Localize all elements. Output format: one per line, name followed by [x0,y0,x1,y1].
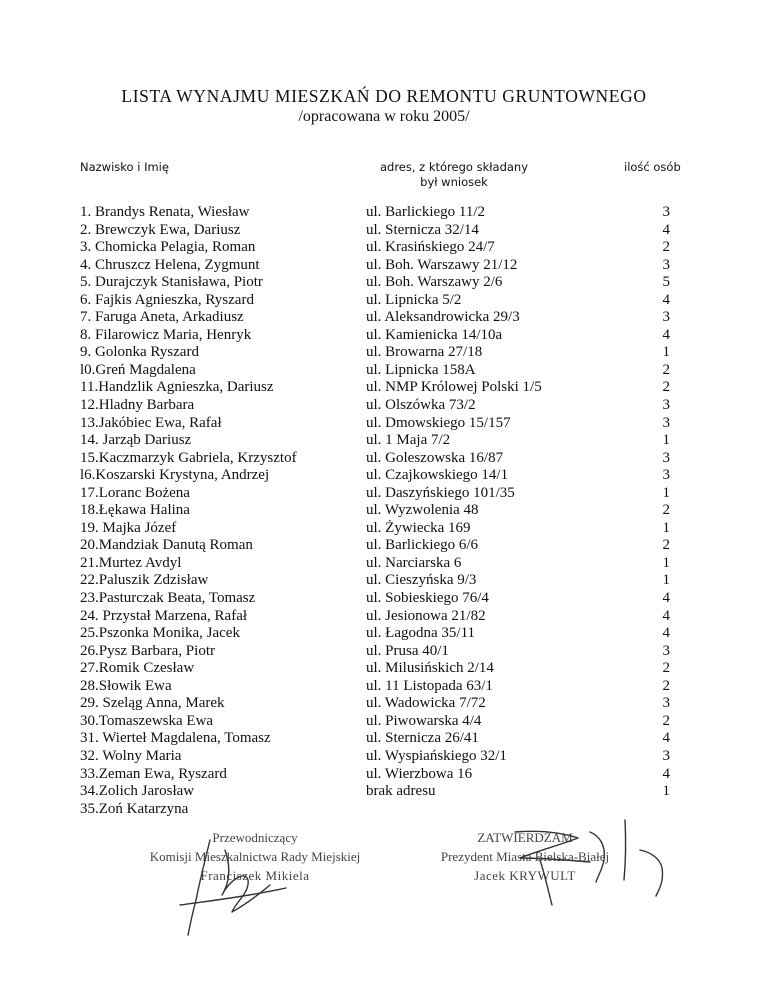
tenant-count: 1 [662,783,670,800]
tenant-address: ul. Prusa 40/1 [366,642,449,659]
tenant-count: 3 [662,204,670,220]
tenant-name: 5. Durajczyk Stanisława, Piotr [80,274,263,291]
tenant-count: 4 [662,607,670,624]
tenant-address: brak adresu [366,783,436,800]
tenant-address: ul. Milusińskich 2/14 [366,660,494,677]
tenant-address: ul. Olszówka 73/2 [366,397,476,414]
tenant-address: ul. Barlickiego 6/6 [366,537,479,554]
tenant-address: ul. Dmowskiego 15/157 [366,414,511,431]
signature-left-role: Przewodniczący [212,830,298,845]
tenant-name: 17.Loranc Bożena [80,484,190,501]
tenant-address: ul. Narciarska 6 [366,554,462,571]
tenant-name: 20.Mandziak Danutą Roman [80,537,253,554]
tenant-count: 3 [662,256,670,273]
signature-left-stroke-3 [180,888,286,905]
tenant-address: ul. Żywiecka 169 [366,519,471,536]
tenant-address: ul. Łagodna 35/11 [366,625,476,642]
tenant-count: 2 [662,361,670,378]
tenant-name: 6. Fajkis Agnieszka, Ryszard [80,291,254,308]
tenant-address: ul. 1 Maja 7/2 [366,432,451,449]
tenant-address: ul. 11 Listopada 63/1 [366,677,493,694]
tenant-name: l0.Greń Magdalena [80,361,196,378]
tenant-address: ul. Sternicza 26/41 [366,730,479,747]
signature-left-body: Komisji Mieszkalnictwa Rady Miejskiej [149,849,361,864]
tenant-address: ul. Aleksandrowicka 29/3 [366,309,520,326]
tenant-name: 29. Szeląg Anna, Marek [80,695,225,712]
column-header-address-line1: adres, z którego składany [379,160,529,174]
signature-right-stroke-1 [515,831,590,862]
tenant-count: 2 [662,379,670,396]
column-header-address-line2: był wniosek [420,175,488,189]
tenant-name: 1. Brandys Renata, Wiesław [80,204,250,220]
tenant-count: 2 [662,537,670,554]
tenant-name: l6.Koszarski Krystyna, Andrzej [80,467,270,484]
tenant-name: 30.Tomaszewska Ewa [80,712,214,729]
tenant-name: 34.Zolich Jarosław [80,783,195,800]
column-header-name: Nazwisko i Imię [80,160,169,174]
tenant-name: 13.Jakóbiec Ewa, Rafał [80,414,222,431]
tenant-count: 1 [662,344,670,361]
tenant-name: 35.Zoń Katarzyna [80,800,189,817]
tenant-name: 18.Łękawa Halina [80,502,190,519]
tenant-address: ul. Goleszowska 16/87 [366,449,504,466]
tenant-count: 4 [662,730,670,747]
tenant-address: ul. Cieszyńska 9/3 [366,572,477,589]
signature-left-stroke-1 [188,840,210,935]
tenant-name: 28.Słowik Ewa [80,677,172,694]
tenant-name: 2. Brewczyk Ewa, Dariusz [80,221,241,238]
document-subtitle: /opracowana w roku 2005/ [298,108,470,125]
tenant-name: 9. Golonka Ryszard [80,344,199,361]
tenant-address: ul. Wadowicka 7/72 [366,695,486,712]
tenant-address: ul. Boh. Warszawy 2/6 [366,274,503,291]
column-header-count: ilość osób [624,160,681,174]
signature-left-stroke-2 [222,850,270,912]
tenant-name: 21.Murtez Avdyl [80,554,182,571]
tenant-name: 22.Paluszik Zdzisław [80,572,209,589]
tenant-name: 31. Wierteł Magdalena, Tomasz [80,730,271,747]
tenant-address: ul. Jesionowa 21/82 [366,607,486,624]
tenant-name: 33.Zeman Ewa, Ryszard [80,765,227,782]
tenant-address: ul. Lipnicka 158A [366,361,476,378]
tenant-name: 12.Hladny Barbara [80,397,195,414]
tenant-address: ul. Wyspiańskiego 32/1 [366,747,507,764]
tenant-name: 7. Faruga Aneta, Arkadiusz [80,309,244,326]
tenant-count: 2 [662,677,670,694]
tenant-count: 3 [662,309,670,326]
tenant-count: 4 [662,221,670,238]
signature-right-person: Jacek KRYWULT [474,868,576,883]
tenant-count: 4 [662,326,670,343]
tenant-count: 3 [662,747,670,764]
signature-right-stroke-2 [540,860,552,905]
signature-right-stroke-4 [624,820,626,880]
tenant-address: ul. Krasińskiego 24/7 [366,239,495,256]
tenant-count: 4 [662,590,670,607]
tenant-name: 11.Handzlik Agnieszka, Dariusz [80,379,274,396]
tenant-count: 1 [662,432,670,449]
tenant-count: 1 [662,572,670,589]
tenant-count: 1 [662,484,670,501]
tenant-name: 15.Kaczmarzyk Gabriela, Krzysztof [80,449,297,466]
tenant-count: 2 [662,712,670,729]
tenant-address: ul. Kamienicka 14/10a [366,326,503,343]
tenant-count: 3 [662,467,670,484]
tenant-address: ul. Sternicza 32/14 [366,221,479,238]
tenant-count: 1 [662,519,670,536]
tenant-name: 23.Pasturczak Beata, Tomasz [80,590,256,607]
tenant-count: 3 [662,414,670,431]
tenant-name: 3. Chomicka Pelagia, Roman [80,239,256,256]
tenant-count: 5 [662,274,670,291]
tenant-address: ul. Barlickiego 11/2 [366,204,486,220]
tenant-count: 2 [662,660,670,677]
document-title: LISTA WYNAJMU MIESZKAŃ DO REMONTU GRUNTOWNEGO [121,86,647,106]
tenant-count: 4 [662,625,670,642]
tenant-name: 24. Przystał Marzena, Rafał [80,607,248,624]
tenant-address: ul. Wyzwolenia 48 [366,502,479,519]
tenant-address: ul. NMP Królowej Polski 1/5 [366,379,542,396]
tenant-name: 19. Majka Józef [80,519,177,536]
tenant-count: 2 [662,502,670,519]
tenant-address: ul. Czajkowskiego 14/1 [366,467,509,484]
tenant-count: 2 [662,239,670,256]
tenant-name: 25.Pszonka Monika, Jacek [80,625,240,642]
tenant-address: ul. Daszyńskiego 101/35 [366,484,515,501]
signature-right-stroke-3 [590,832,604,882]
tenant-name: 26.Pysz Barbara, Piotr [80,642,215,659]
tenant-name: 14. Jarząb Dariusz [80,432,192,449]
tenant-address: ul. Lipnicka 5/2 [366,291,462,308]
signature-right-body: Prezydent Miasta Bielska-Białej [440,849,610,864]
tenant-address: ul. Boh. Warszawy 21/12 [366,256,518,273]
tenant-address: ul. Piwowarska 4/4 [366,712,482,729]
tenant-count: 3 [662,449,670,466]
tenant-address: ul. Wierzbowa 16 [366,765,473,782]
signature-left-person: Franciszek Mikiela [200,868,310,883]
tenant-count: 3 [662,397,670,414]
tenant-address: ul. Browarna 27/18 [366,344,483,361]
signature-right-role: ZATWIERDZAM [477,830,573,845]
tenant-count: 3 [662,695,670,712]
tenant-count: 1 [662,554,670,571]
tenant-name: 4. Chruszcz Helena, Zygmunt [80,256,260,273]
tenant-count: 4 [662,291,670,308]
tenant-name: 8. Filarowicz Maria, Henryk [80,326,252,343]
tenant-name: 27.Romik Czesław [80,660,195,677]
signature-right-stroke-5 [640,850,663,896]
tenant-address: ul. Sobieskiego 76/4 [366,590,489,607]
tenant-count: 3 [662,642,670,659]
tenant-count: 4 [662,765,670,782]
tenant-name: 32. Wolny Maria [80,747,182,764]
